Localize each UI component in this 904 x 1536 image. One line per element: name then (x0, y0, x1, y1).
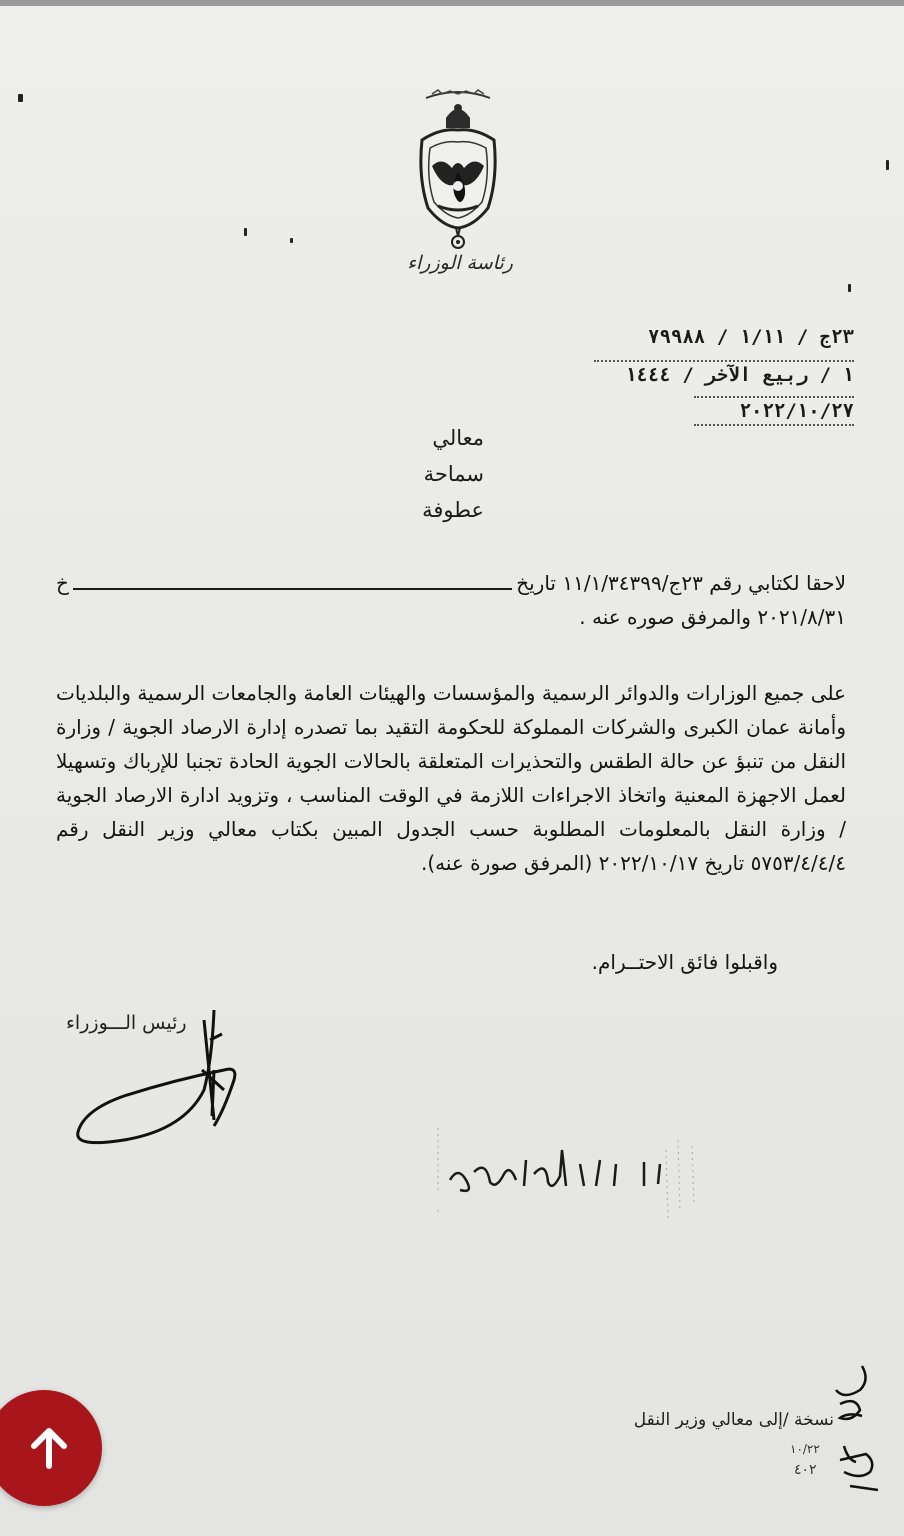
dashed-fill-line (73, 588, 512, 590)
scan-speck (244, 228, 247, 236)
salutation-1: معالي (432, 426, 484, 450)
scan-speck (18, 94, 23, 102)
body-paragraph-1 (56, 566, 846, 634)
handwritten-small-number: ٤٠٢ (794, 1462, 817, 1478)
handwritten-signature (64, 1000, 264, 1160)
paragraph-1-line-2: ٢٠٢١/٨/٣١ والمرفق صوره عنه . (579, 605, 846, 629)
hijri-date: ١ / ربيع الآخر / ١٤٤٤ (594, 360, 854, 386)
body-paragraph-2: على جميع الوزارات والدوائر الرسمية والمؤسسات والهيئات العامة والجامعات الرسمية والبلديات وأمانة عمان الكبرى والشركات المملوكة للحكومة التقيد بما تصدره إدارة الارصاد الجوية / وزارة النقل من تنبؤ عن حالة الطقس والتحذيرات المتعلقة بالحالات الجوية الحادة تجنبا للإرباك وتسهيلا لعمل الاجهزة المعنية واتخاذ الاجراءات اللازمة في الوقت المناسب ، وتزويد ادارة الارصاد الجوية / وزارة النقل بالمعلومات المطلوبة حسب الجدول المبين بكتاب معالي وزير النقل رقم ٥٧٥٣/٤/٤/٤ تاريخ ٢٠٢٢/١٠/١٧ (المرفق صورة عنه). (56, 681, 846, 875)
signer-title: رئيس الـــوزراء (66, 1012, 187, 1034)
jordan-crest-emblem (412, 88, 504, 258)
paragraph-1-kha: خ (56, 571, 69, 595)
handwritten-note (430, 1120, 750, 1230)
letterhead-office-name: رئاسة الوزراء (407, 252, 513, 274)
salutation-3: عطوفة (422, 498, 484, 522)
page-top-edge (0, 0, 904, 6)
handwritten-initials (800, 1360, 890, 1510)
scan-speck (886, 160, 889, 170)
closing-line: واقبلوا فائق الاحتــرام. (591, 950, 778, 974)
scan-speck (848, 284, 851, 292)
handwritten-small-date: ١٠/٢٢ (790, 1442, 820, 1456)
gregorian-date: ٢٠٢٢/١٠/٢٧ (694, 396, 854, 426)
paragraph-1-line-1: لاحقا لكتابي رقم ٢٣ج/١١/١/٣٤٣٩٩ تاريخ (516, 571, 846, 595)
salutation-2: سماحة (423, 462, 484, 486)
reference-number: ٢٣ج / ١/١١ / ٧٩٩٨٨ (648, 326, 854, 348)
arrow-up-icon (29, 1426, 69, 1470)
scan-speck (290, 238, 293, 243)
copy-to-line: نسخة /إلى معالي وزير النقل (633, 1410, 834, 1430)
scroll-to-top-button[interactable] (0, 1390, 102, 1506)
